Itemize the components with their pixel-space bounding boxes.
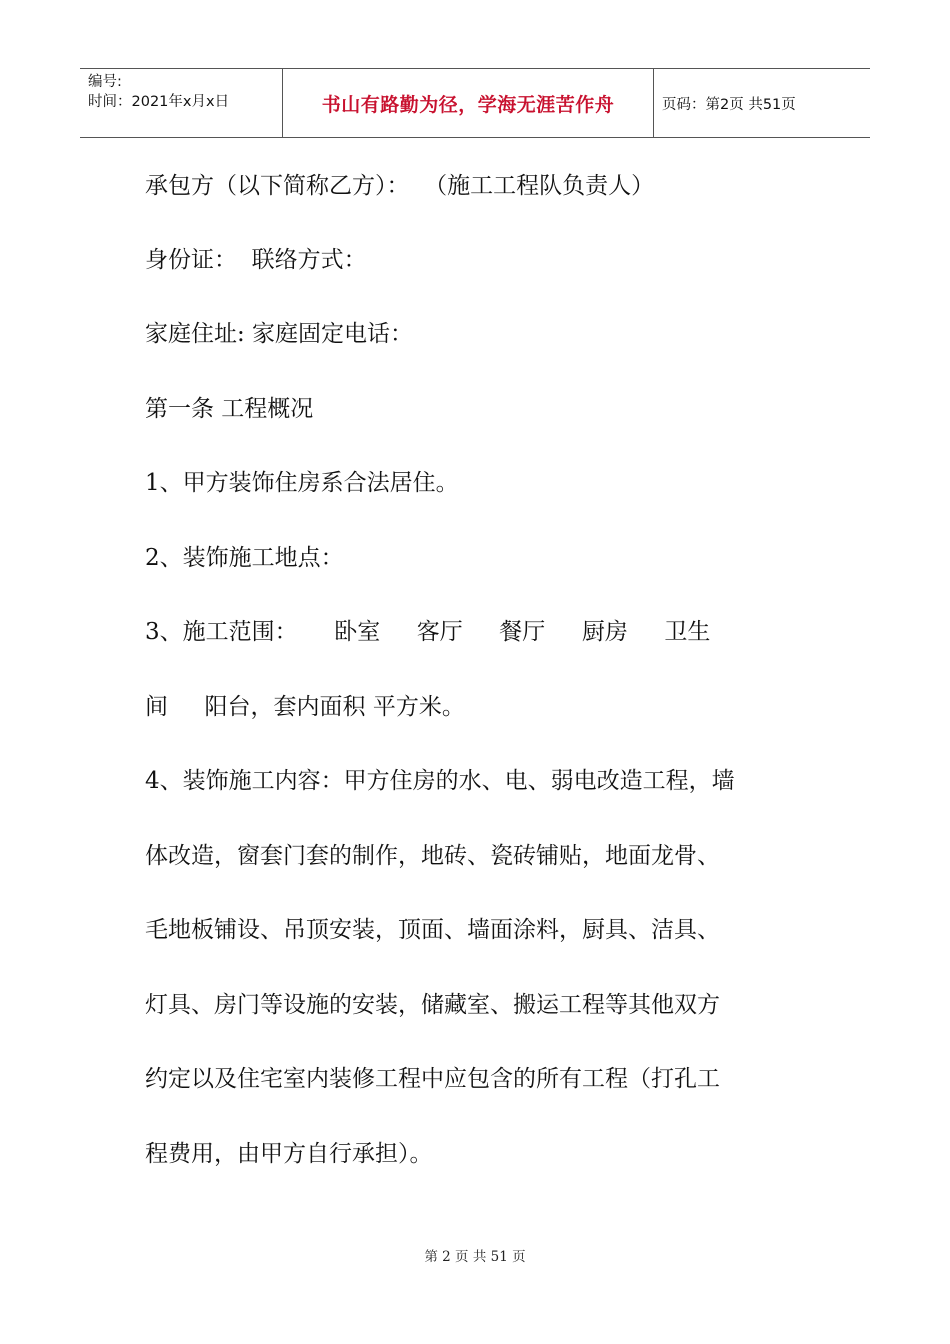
address-phone-line: 家庭住址: 家庭固定电话：: [145, 321, 414, 347]
document-number-label: 编号:: [88, 74, 122, 90]
clause-2: 2、装饰施工地点：: [145, 545, 344, 571]
clause-3: 3、施工范围： 卧室 客厅 餐厅 厨房 卫生: [145, 619, 711, 645]
header-meta: [80, 69, 282, 137]
clause-4-line-6: 程费用，由甲方自行承担）。: [145, 1141, 433, 1167]
header-motto-cell: [282, 69, 654, 137]
clause-1: 1、甲方装饰住房系合法居住。: [145, 470, 459, 496]
clause-4-line-3: 毛地板铺设、吊顶安装，顶面、墙面涂料，厨具、洁具、: [145, 917, 720, 943]
header-page-info: 页码：第2页 共51页: [662, 96, 796, 113]
contractor-line: 承包方（以下简称乙方）： （施工工程队负责人）: [145, 173, 655, 199]
page-footer: 第 2 页 共 51 页: [424, 1249, 526, 1265]
clause-4-line-2: 体改造，窗套门套的制作，地砖、瓷砖铺贴，地面龙骨、: [145, 843, 720, 869]
clause-4-line-4: 灯具、房门等设施的安装，储藏室、搬运工程等其他双方: [145, 992, 720, 1018]
document-date: 时间：2021年x月x日: [88, 94, 230, 110]
clause-4-line-5: 约定以及住宅室内装修工程中应包含的所有工程（打孔工: [145, 1066, 720, 1092]
clause-3-continued: 间 阳台，套内面积 平方米。: [145, 694, 465, 720]
page-header: [80, 68, 870, 138]
clause-4: 4、装饰施工内容：甲方住房的水、电、弱电改造工程，墙: [145, 768, 735, 794]
header-motto: 书山有路勤为径，学海无涯苦作舟: [321, 93, 615, 116]
id-contact-line: 身份证： 联络方式：: [145, 247, 367, 273]
article-one-heading: 第一条 工程概况: [145, 396, 314, 422]
